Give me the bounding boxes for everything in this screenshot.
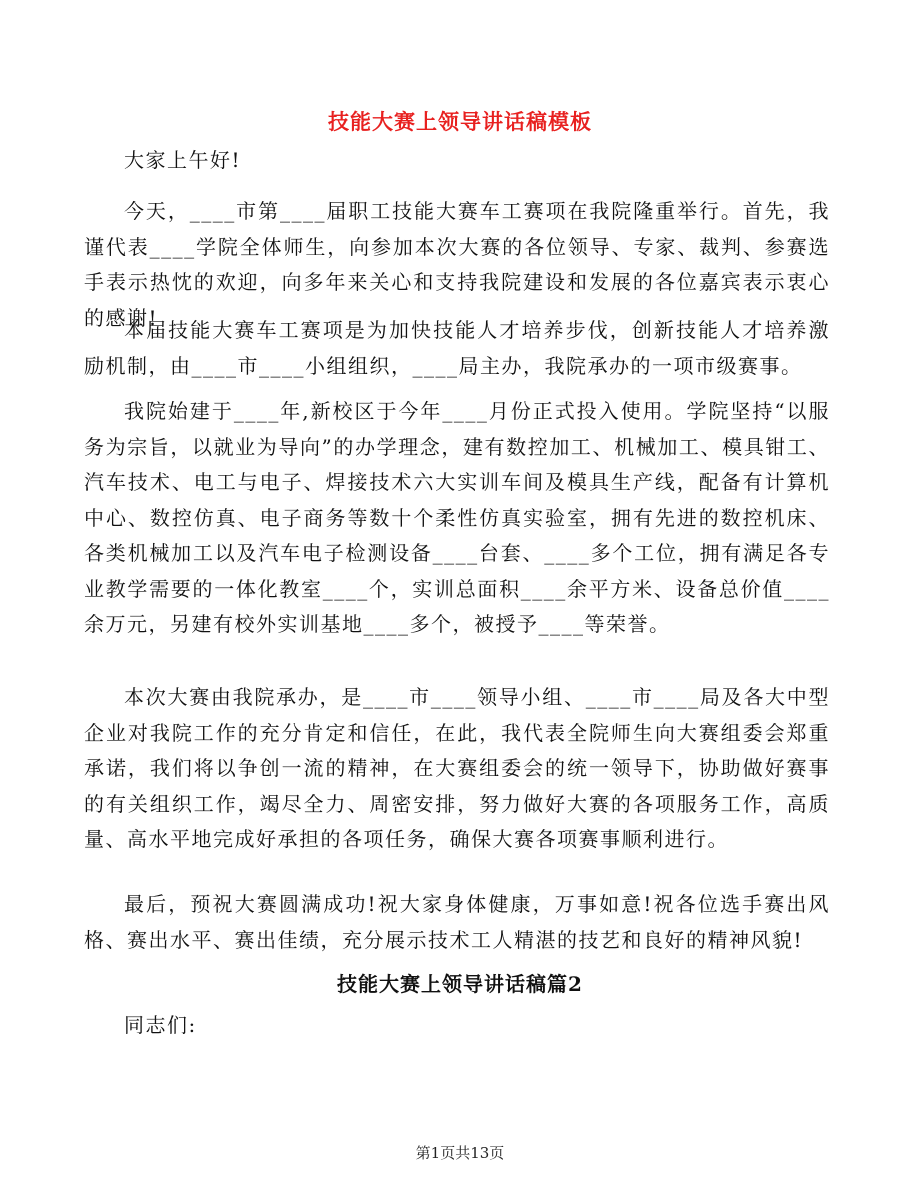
paragraph-3: 我院始建于____年,新校区于今年____月份正式投入使用。学院坚持“以服务为宗旨，以就业为导向”的办学理念，建有数控加工、机械加工、模具钳工、汽车技术、电工与电子、焊接技术六大实训车间及模具生产线，配备有计算机中心、数控仿真、电子商务等数十个柔性仿真实验室，拥有先进的数控机床、各类机械加工以及汽车电子检测设备____台套、____多个工位，拥有满足各专业教学需要的一体化教室____个，实训总面积____余平方米、设备总价值____余万元，另建有校外实训基地____多个，被授予____等荣誉。 bbox=[84, 399, 830, 636]
paragraph-1: 今天，____市第____届职工技能大赛车工赛项在我院隆重举行。首先，我谨代表____学院全体师生，向参加本次大赛的各位领导、专家、裁判、参赛选手表示热忱的欢迎，向多年来关心和支持我院建设和发展的各位嘉宾表示衷心的感谢! bbox=[84, 199, 830, 330]
paragraph-4: 本次大赛由我院承办，是____市____领导小组、____市____局及各大中型企业对我院工作的充分肯定和信任，在此，我代表全院师生向大赛组委会郑重承诺，我们将以争创一流的精神，在大赛组委会的统一领导下，协助做好赛事的有关组织工作，竭尽全力、周密安排，努力做好大赛的各项服务工作，高质量、高水平地完成好承担的各项任务，确保大赛各项赛事顺利进行。 bbox=[84, 685, 830, 851]
greeting: 大家上午好! bbox=[124, 148, 242, 172]
page-number-footer: 第1页共13页 bbox=[415, 1144, 505, 1162]
section-2-salutation: 同志们: bbox=[124, 1013, 197, 1037]
paragraph-2: 本届技能大赛车工赛项是为加快技能人才培养步伐，创新技能人才培养激励机制，由____市____小组组织，____局主办，我院承办的一项市级赛事。 bbox=[84, 318, 830, 378]
document-title: 技能大赛上领导讲话稿模板 bbox=[328, 109, 592, 134]
section-2-title: 技能大赛上领导讲话稿篇2 bbox=[337, 972, 583, 996]
paragraph-5: 最后，预祝大赛圆满成功!祝大家身体健康，万事如意!祝各位选手赛出风格、赛出水平、赛出佳绩，充分展示技术工人精湛的技艺和良好的精神风貌! bbox=[84, 892, 830, 952]
